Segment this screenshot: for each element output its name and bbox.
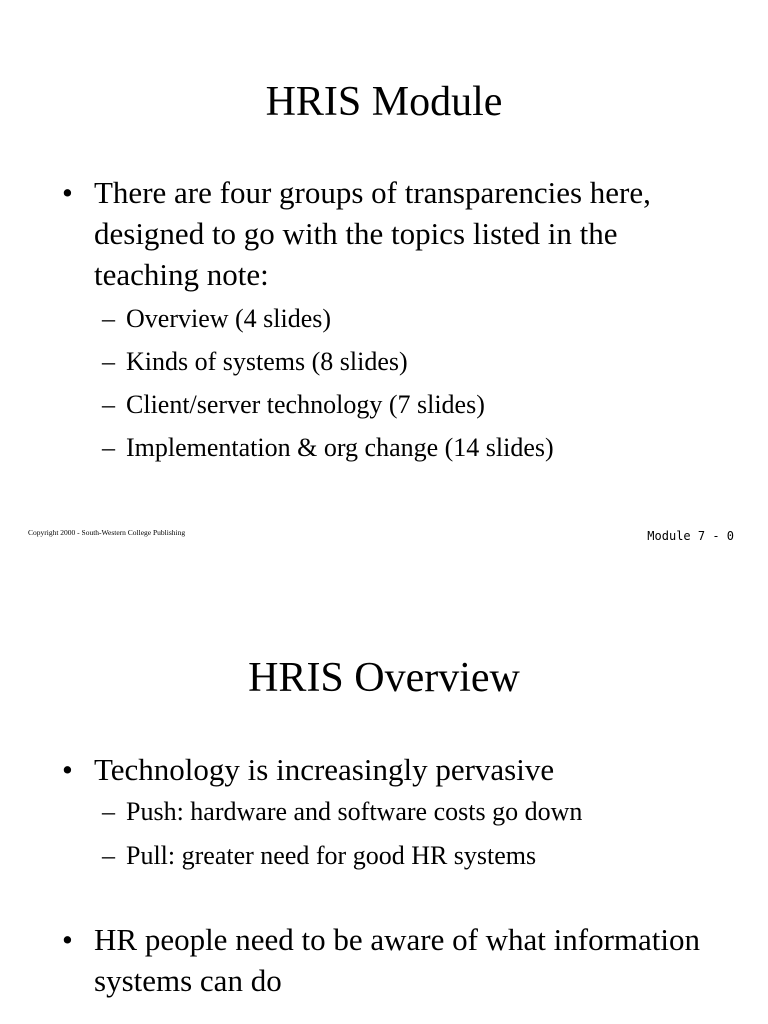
sub-item: [102, 303, 742, 335]
bullet-icon: •: [62, 922, 73, 957]
sub-item-text: Implementation & org change (14 slides): [126, 433, 554, 462]
dash-icon: –: [102, 841, 115, 870]
bullet-item: [62, 172, 722, 295]
dash-icon: –: [102, 390, 115, 419]
bullet-icon: •: [62, 752, 73, 787]
sub-item: [102, 796, 742, 828]
bullet-text: Technology is increasingly pervasive: [94, 752, 555, 787]
sub-item: [102, 432, 742, 464]
copyright-notice: Copyright 2000 - South-Western College Publishing: [28, 528, 186, 537]
slide-title: HRIS Module: [265, 79, 503, 125]
sub-item: [102, 346, 742, 378]
bullet-text: There are four groups of transparencies here, designed to go with the topics listed in the teaching note:: [94, 175, 651, 292]
bullet-item: [62, 919, 722, 1001]
page-number: Module 7 - 0: [647, 529, 734, 543]
dash-icon: –: [102, 797, 115, 826]
bullet-icon: •: [62, 175, 73, 210]
sub-item-text: Pull: greater need for good HR systems: [126, 841, 537, 870]
dash-icon: –: [102, 347, 115, 376]
sub-item-text: Push: hardware and software costs go down: [126, 797, 583, 826]
bullet-text: HR people need to be aware of what information systems can do: [94, 922, 701, 998]
sub-item: [102, 389, 742, 421]
sub-item-text: Overview (4 slides): [126, 304, 332, 333]
sub-item-text: Kinds of systems (8 slides): [126, 347, 408, 376]
sub-item-text: Client/server technology (7 slides): [126, 390, 485, 419]
dash-icon: –: [102, 433, 115, 462]
sub-item: [102, 840, 742, 872]
dash-icon: –: [102, 304, 115, 333]
slide-title: HRIS Overview: [248, 655, 520, 701]
bullet-item: [62, 749, 722, 790]
slide-hris-overview: [0, 576, 768, 1024]
